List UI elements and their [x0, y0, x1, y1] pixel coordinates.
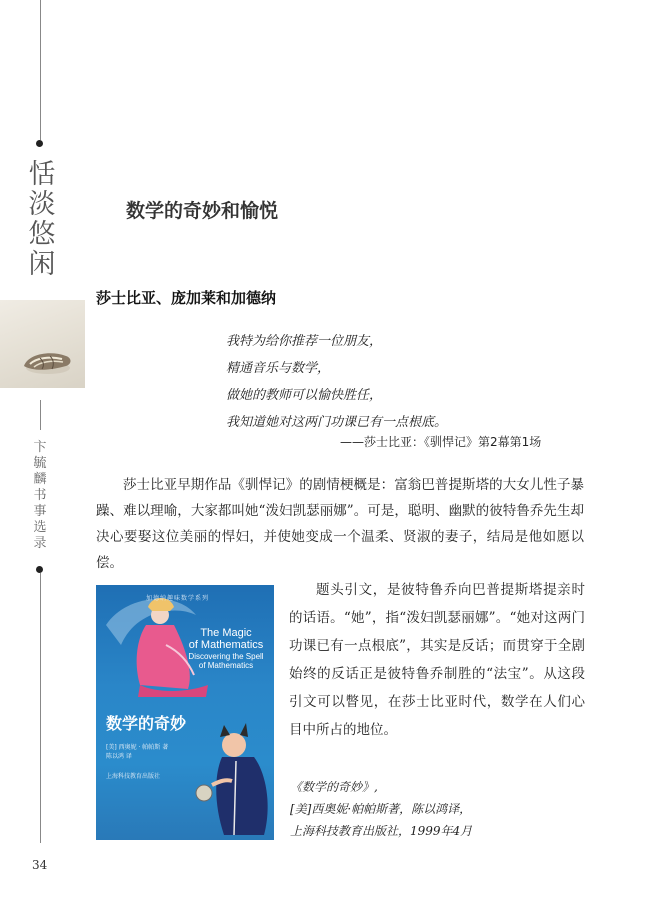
epigraph-line: 精通音乐与数学，	[226, 361, 331, 376]
vertical-subtitle-char: 书	[33, 488, 47, 503]
book-caption	[290, 776, 472, 842]
cover-subtitle-line: of Mathematics	[198, 661, 254, 670]
vertical-subtitle-char: 麟	[33, 472, 47, 487]
margin-rule-middle	[40, 400, 41, 430]
section-heading: 莎士比亚、庞加莱和加德纳	[96, 289, 277, 307]
cover-publisher: 上海科技教育出版社	[106, 773, 161, 780]
caption-line: [美]西奥妮·帕帕斯著，陈以鸿译，	[290, 802, 472, 816]
body-paragraph-1: 莎士比亚早期作品《驯悍记》的剧情梗概是：富翁巴普提斯塔的大女儿性子暴躁、难以理喻，大家都叫她“泼妇凯瑟丽娜”。可是，聪明、幽默的彼特鲁乔先生却决心要娶这位美丽的悍妇，并使她变成一个温柔、贤淑的妻子，结局是他如愿以偿。	[96, 477, 584, 571]
cover-title-line: The Magic	[200, 627, 252, 639]
body-paragraph-2: 题头引文，是彼特鲁乔向巴普提斯塔提亲时的话语。“她”，指“泼妇凯瑟丽娜”。“她对这两门功课已有一点根底”，其实是反话；而贯穿于全剧始终的反话正是彼特鲁乔制胜的“法宝”。从这段引文可以瞥见，在莎士比亚时代，数学在人们心目中所占的地位。	[289, 582, 585, 738]
cover-author: [美] 西奥妮 · 帕帕斯 著	[106, 744, 169, 751]
vertical-title-char: 恬	[28, 159, 56, 190]
vertical-subtitle-char: 事	[33, 504, 47, 519]
book-cover-image	[96, 585, 274, 840]
epigraph-line: 我特为给你推荐一位朋友，	[226, 334, 383, 349]
caption-line: 《数学的奇妙》,	[290, 780, 378, 794]
cover-title-line: of Mathematics	[188, 639, 264, 651]
epigraph-line: 做她的教师可以愉快胜任，	[226, 388, 383, 403]
vertical-title-char: 悠	[28, 219, 56, 250]
vertical-title-char: 淡	[28, 189, 56, 220]
epigraph-poem	[226, 328, 447, 436]
seashell-icon	[0, 300, 85, 388]
cover-english-title	[184, 627, 268, 670]
vertical-column-subtitle	[26, 440, 54, 552]
cover-chinese-title: 数学的奇妙	[106, 714, 187, 733]
vertical-title-char: 闲	[28, 249, 56, 280]
vertical-column-title	[24, 160, 60, 280]
cover-series: 加德纳趣味数学系列	[146, 595, 210, 602]
epigraph-line: 我知道她对这两门功课已有一点根底。	[226, 415, 448, 430]
margin-dot-top	[36, 140, 43, 147]
vertical-subtitle-char: 录	[33, 536, 47, 551]
vertical-subtitle-char: 毓	[33, 456, 47, 471]
vertical-subtitle-char: 卞	[33, 440, 47, 455]
vertical-subtitle-char: 选	[33, 520, 47, 535]
margin-rule-bottom	[40, 573, 41, 843]
page-number: 34	[32, 858, 48, 872]
seashell-image	[0, 300, 85, 388]
margin-rule-top	[40, 0, 41, 140]
cover-translator: 陈以鸿 译	[106, 753, 132, 760]
margin-dot-bottom	[36, 566, 43, 573]
cover-subtitle-line: Discovering the Spell	[188, 652, 264, 661]
caption-line: 上海科技教育出版社，1999年4月	[290, 824, 473, 838]
epigraph-attribution: ——莎士比亚：《驯悍记》第2幕第1场	[340, 435, 542, 449]
page-title: 数学的奇妙和愉悦	[126, 200, 279, 222]
cover-credits	[106, 743, 168, 761]
